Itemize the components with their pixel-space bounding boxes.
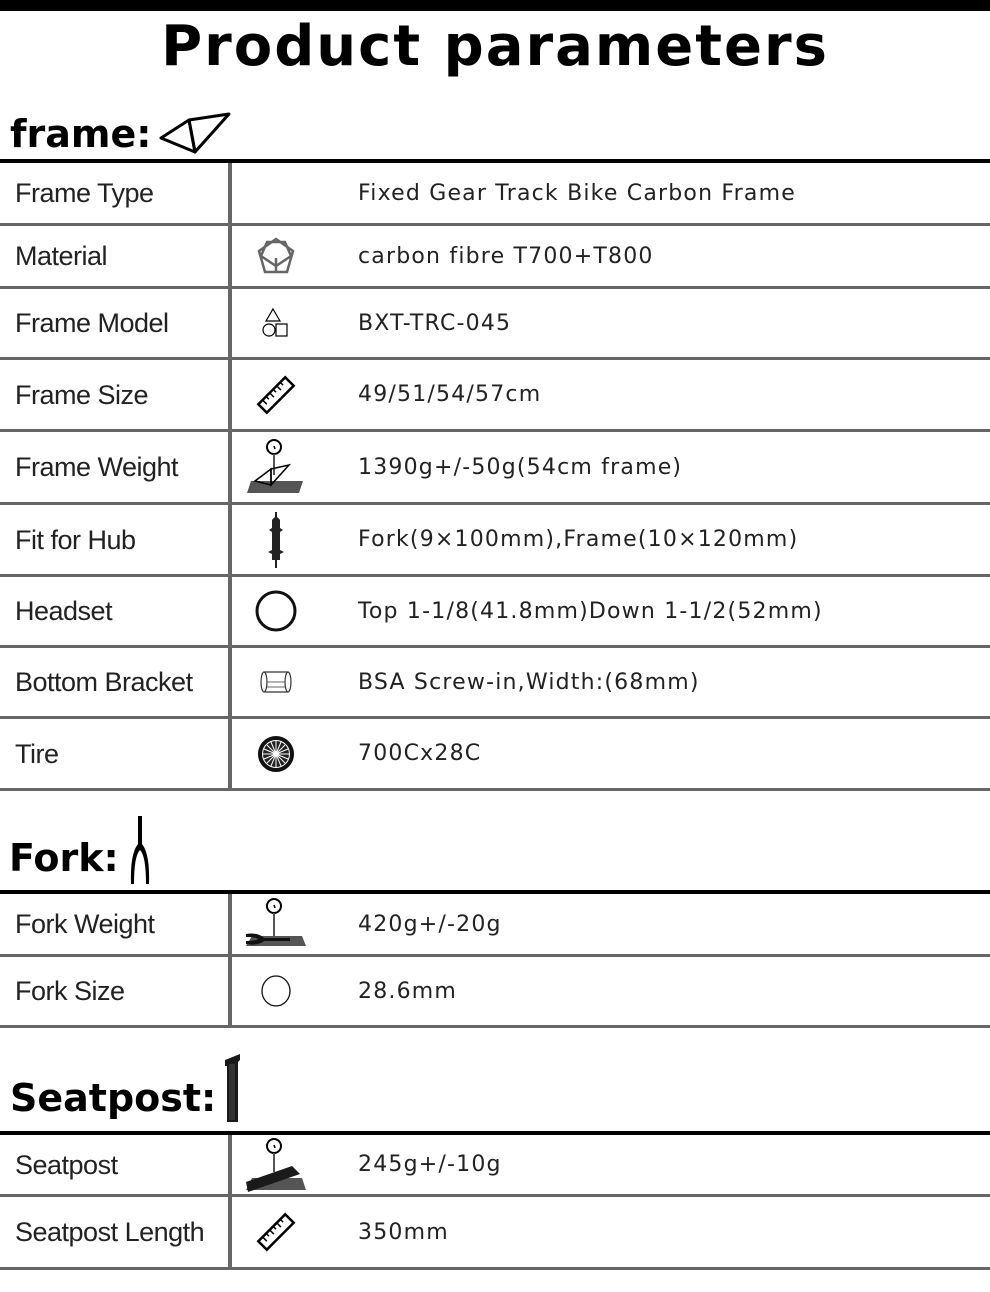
top-bar: [0, 0, 990, 11]
table-row: [0, 289, 990, 360]
fork-icon: [125, 814, 155, 886]
row-value: BSA Screw-in,Width:(68mm): [358, 669, 700, 695]
page-title: Product parameters: [161, 14, 829, 79]
table-row: [0, 957, 990, 1028]
row-value: 49/51/54/57cm: [358, 382, 542, 407]
row-label: Tire: [15, 738, 59, 769]
ruler-icon: [240, 360, 312, 429]
ring-icon: [240, 577, 312, 645]
section-heading-fork-label: Fork:: [9, 836, 119, 880]
row-value: BXT-TRC-045: [358, 310, 512, 336]
table-row: [0, 648, 990, 719]
table-row: [0, 505, 990, 577]
section-heading-frame: [10, 108, 233, 156]
row-value: 420g+/-20g: [358, 911, 502, 937]
row-value: Fork(9×100mm),Frame(10×120mm): [358, 527, 799, 552]
table-row: [0, 1197, 990, 1270]
table-row: [0, 719, 990, 791]
row-label: Seatpost Length: [15, 1217, 205, 1247]
hub-icon: [240, 505, 312, 574]
ruler-icon: [240, 1197, 312, 1267]
bike-frame-icon: [157, 108, 233, 154]
frame-scale-icon: [240, 432, 312, 502]
row-value: 350mm: [358, 1219, 449, 1245]
circle-icon: [240, 957, 312, 1025]
row-value: 700Cx28C: [358, 741, 482, 766]
row-label: Fork Size: [15, 976, 125, 1006]
section-heading-frame-label: frame:: [10, 112, 152, 156]
row-label: Headset: [15, 596, 113, 626]
row-value: Fixed Gear Track Bike Carbon Frame: [358, 180, 796, 206]
section-heading-seatpost-label: Seatpost:: [10, 1076, 217, 1120]
row-value: 1390g+/-50g(54cm frame): [358, 454, 683, 480]
section-heading-fork: [9, 814, 155, 880]
row-label: Fork Weight: [15, 909, 155, 939]
row-label: Frame Weight: [15, 452, 179, 482]
shapes-icon: [240, 289, 312, 357]
row-label: Material: [15, 241, 108, 271]
table-row: [0, 226, 990, 289]
table-row: [0, 1135, 990, 1197]
table-row: [0, 894, 990, 957]
seatpost-scale-icon: [240, 1135, 312, 1194]
row-label: Fit for Hub: [15, 524, 136, 555]
carbon-pentagon-icon: [240, 226, 312, 286]
bottom-bracket-icon: [240, 648, 312, 716]
fork-scale-icon: [240, 894, 312, 954]
row-label: Frame Type: [15, 178, 154, 208]
wheel-icon: [240, 719, 312, 788]
row-value: carbon fibre T700+T800: [358, 243, 654, 269]
seatpost-icon: [222, 1052, 244, 1124]
table-row: [0, 163, 990, 226]
row-label: Frame Model: [15, 308, 169, 338]
row-value: 245g+/-10g: [358, 1152, 502, 1177]
table-row: [0, 432, 990, 505]
row-label: Frame Size: [15, 379, 149, 410]
table-row: [0, 360, 990, 432]
row-label: Seatpost: [15, 1149, 118, 1180]
row-value: 28.6mm: [358, 978, 458, 1004]
row-label: Bottom Bracket: [15, 667, 193, 697]
section-heading-seatpost: [10, 1052, 244, 1120]
row-value: Top 1-1/8(41.8mm)Down 1-1/2(52mm): [358, 598, 823, 624]
table-row: [0, 577, 990, 648]
